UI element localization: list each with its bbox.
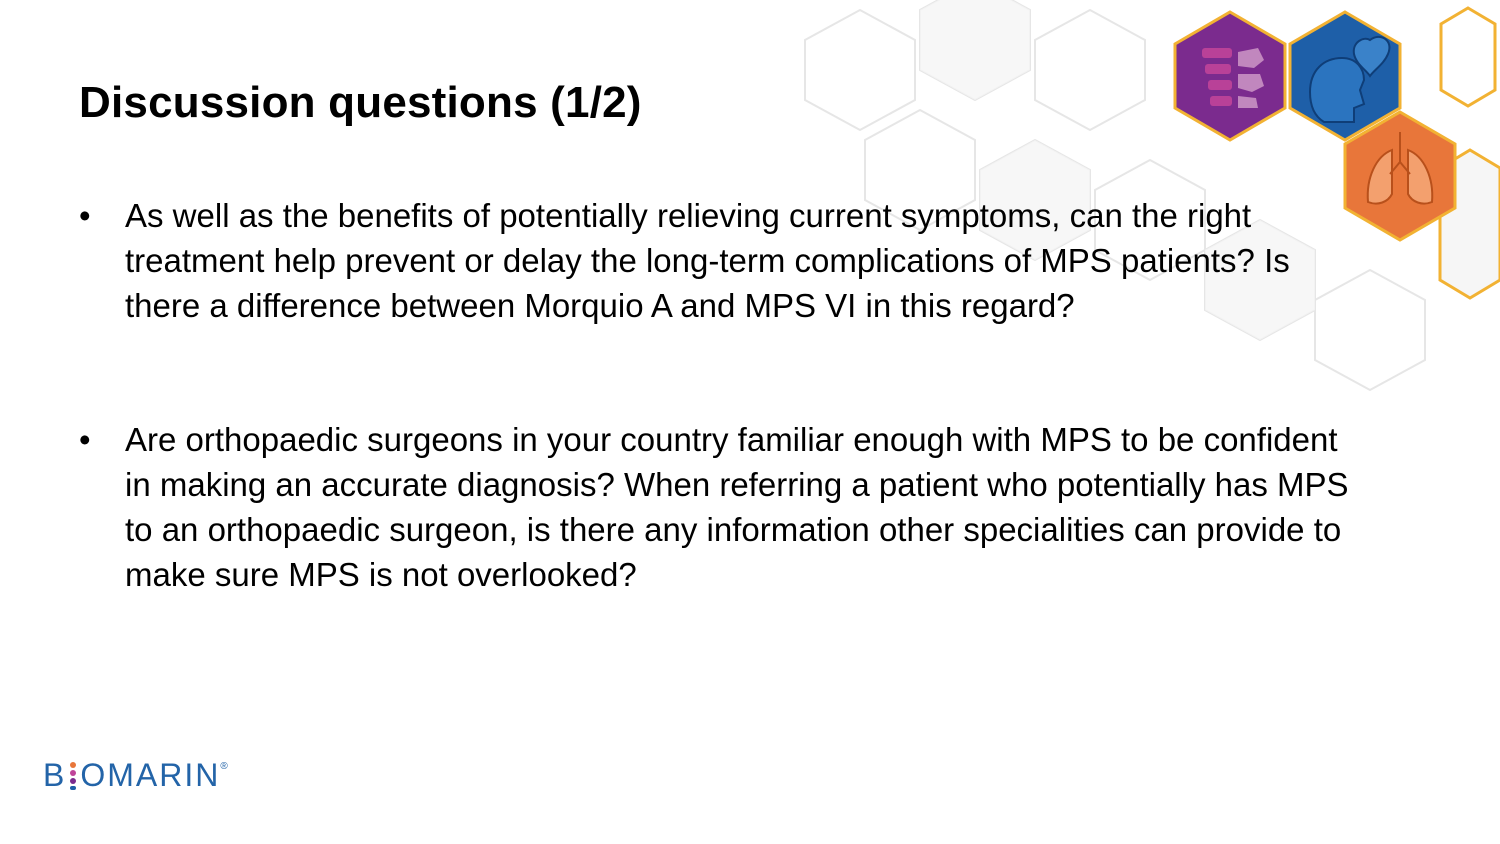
registered-mark: ® (220, 761, 230, 772)
discussion-question-list (79, 193, 1369, 597)
list-item (79, 417, 1369, 597)
biomarin-logo (43, 757, 230, 794)
logo-dna-i-mark (69, 762, 77, 790)
logo-text-end: OMARIN (80, 757, 221, 793)
list-item (79, 193, 1369, 328)
bullet-glyph: • (79, 197, 91, 234)
bullet-glyph: • (79, 421, 91, 458)
logo-text-start: B (43, 757, 67, 793)
question-text: As well as the benefits of potentially relieving current symptoms, can the right treatment help prevent or delay the long-term complications of MPS patients? Is there a difference between Morquio A and MPS VI in this regard? (125, 197, 1290, 324)
question-text: Are orthopaedic surgeons in your country familiar enough with MPS to be confident in making an accurate diagnosis? When referring a patient who potentially has MPS to an orthopaedic surgeon, is there any information other specialities can provide to make sure MPS is not overlooked? (125, 421, 1349, 593)
slide-title: Discussion questions (1/2) (79, 78, 642, 127)
spine-icon (1175, 12, 1285, 140)
